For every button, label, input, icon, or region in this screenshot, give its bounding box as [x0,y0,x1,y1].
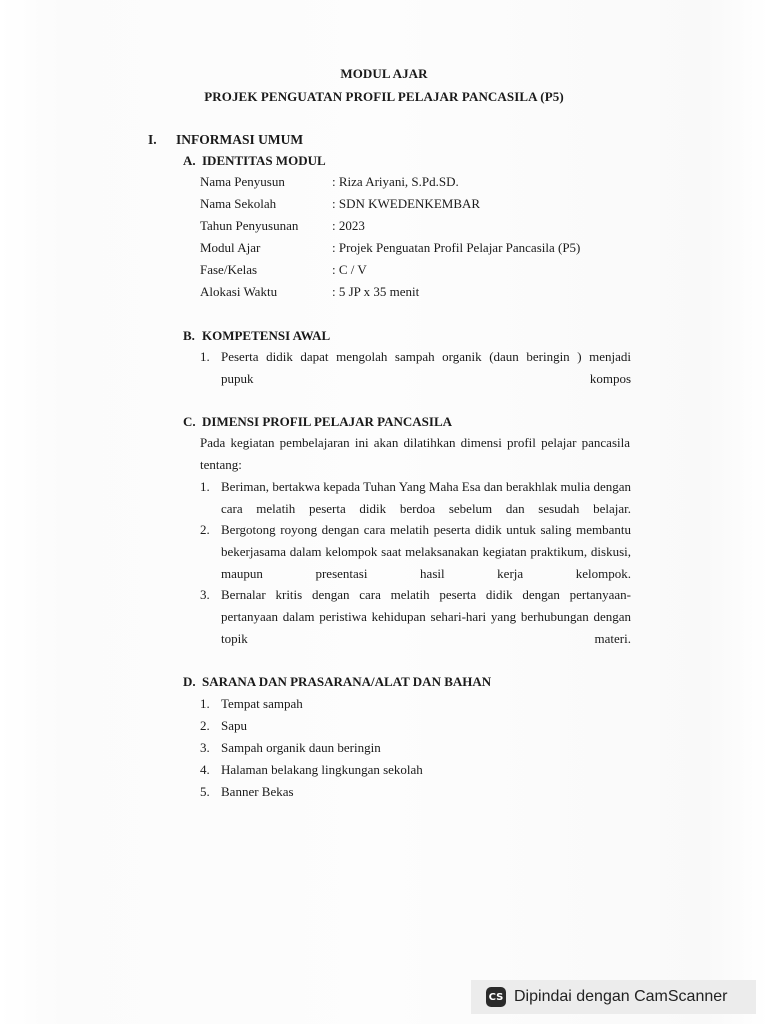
subsection-letter: B. [183,328,195,343]
subsection-title: KOMPETENSI AWAL [202,328,331,343]
list-number: 1. [200,479,210,494]
list-text: Banner Bekas [221,784,294,799]
text-line: topik materi. [221,631,631,646]
list-number: 1. [200,696,210,711]
subsection-letter: A. [183,153,196,168]
text-line: tentang: [200,457,242,472]
text-line: bekerjasama dalam kelompok saat melaksanakan kegiatan praktikum, diskusi, [221,544,631,559]
section-heading-informasi-umum [148,132,303,148]
identity-value: : C / V [332,262,367,277]
identity-value: : 5 JP x 35 menit [332,284,420,299]
text-line: maupun presentasi hasil kerja kelompok. [221,566,631,581]
list-number: 3. [200,587,210,602]
identity-label: Nama Sekolah [200,196,277,211]
list-text [221,584,631,650]
text-line: Bernalar kritis dengan cara melatih peserta didik dengan pertanyaan- [221,587,631,602]
camscanner-watermark [471,980,756,1014]
text-line: Pada kegiatan pembelajaran ini akan dilatihkan dimensi profil pelajar pancasila [200,435,630,450]
list-text [221,519,631,585]
identity-label: Tahun Penyusunan [200,218,299,233]
list-item [200,737,631,759]
identity-label: Modul Ajar [200,240,261,255]
text-line: Beriman, bertakwa kepada Tuhan Yang Maha Esa dan berakhlak mulia dengan [221,479,631,494]
list-item [200,346,631,390]
list-number: 2. [200,718,210,733]
text-line: pupuk kompos [221,371,631,386]
camscanner-logo-icon: CS [486,987,506,1007]
document-title: MODUL AJAR [340,66,428,81]
text-line: Peserta didik dapat mengolah sampah organik (daun beringin ) menjadi [221,349,631,364]
text-line: Bergotong royong dengan cara melatih peserta didik untuk saling membantu [221,522,631,537]
watermark-text: Dipindai dengan CamScanner [514,988,728,1005]
list-text: Sampah organik daun beringin [221,740,381,755]
list-number: 2. [200,522,210,537]
list-number: 5. [200,784,210,799]
identity-label: Fase/Kelas [200,262,258,277]
list-number: 1. [200,349,210,364]
list-item [200,715,631,737]
list-item [200,759,631,781]
text-line: cara melatih peserta didik berdoa sebelum dan sesudah belajar. [221,501,631,516]
identity-value: : Riza Ariyani, S.Pd.SD. [332,174,459,189]
list-item [200,584,631,650]
subsection-heading-identitas-modul [183,153,326,169]
list-text [221,346,631,390]
list-number: 3. [200,740,210,755]
identity-value: : Projek Penguatan Profil Pelajar Pancasila (P5) [332,240,581,255]
subsection-title: DIMENSI PROFIL PELAJAR PANCASILA [202,414,453,429]
list-item [200,781,631,803]
list-text [221,476,631,520]
subsection-title: SARANA DAN PRASARANA/ALAT DAN BAHAN [202,674,492,689]
list-item [200,476,631,520]
identity-value: : SDN KWEDENKEMBAR [332,196,481,211]
text-line: pertanyaan dalam peristiwa kehidupan sehari-hari yang berhubungan dengan [221,609,631,624]
list-item [200,519,631,585]
identity-label: Nama Penyusun [200,174,285,189]
subsection-title: IDENTITAS MODUL [202,153,326,168]
identity-label: Alokasi Waktu [200,284,278,299]
subsection-letter: C. [183,414,196,429]
list-item [200,693,631,715]
document-subtitle: PROJEK PENGUATAN PROFIL PELAJAR PANCASILA (P5) [204,89,564,104]
intro-paragraph [200,432,630,476]
subsection-heading-kompetensi-awal [183,328,330,344]
subsection-heading-dimensi-profil [183,414,452,430]
list-number: 4. [200,762,210,777]
list-text: Tempat sampah [221,696,303,711]
list-text: Sapu [221,718,247,733]
section-title: INFORMASI UMUM [176,132,304,147]
identity-value: : 2023 [332,218,365,233]
subsection-letter: D. [183,674,196,689]
section-number: I. [148,132,157,147]
list-text: Halaman belakang lingkungan sekolah [221,762,423,777]
subsection-heading-sarana-prasarana [183,674,491,690]
